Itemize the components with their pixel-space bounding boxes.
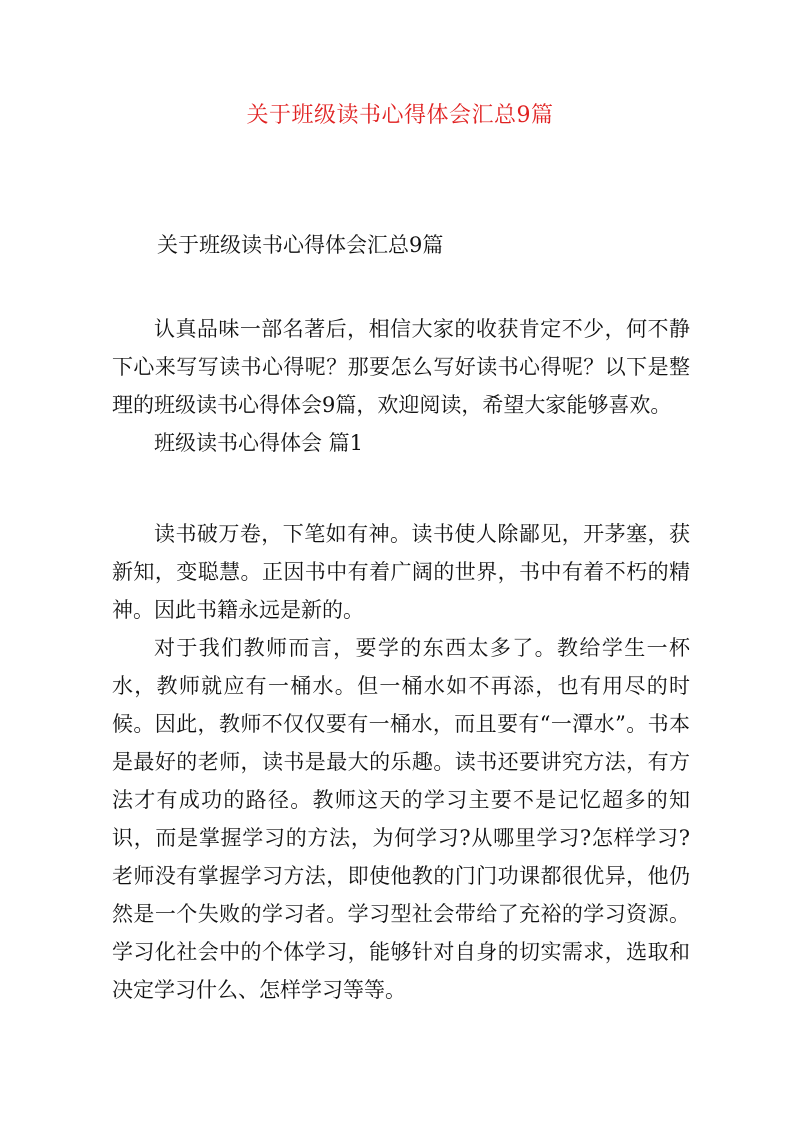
section-heading: 班级读书心得体会 篇1 <box>154 431 364 455</box>
body-paragraph-1: 读书破万卷，下笔如有神。读书使人除鄙见，开茅塞，获新知，变聪慧。正因书中有着广阔的世界，书中有着不朽的精神。因此书籍永远是新的。 <box>112 522 690 622</box>
document-subtitle: 关于班级读书心得体会汇总9篇 <box>157 233 444 257</box>
document-title: 关于班级读书心得体会汇总9篇 <box>246 103 554 128</box>
intro-block <box>112 310 690 462</box>
body-paragraph-2: 对于我们教师而言，要学的东西太多了。教给学生一杯水，教师就应有一桶水。但一桶水如不再添，也有用尽的时候。因此，教师不仅仅要有一桶水，而且要有“一潭水”。书本是最好的老师，读书是最大的乐趣。读书还要讲究方法，有方法才有成功的路径。教师这天的学习主要不是记忆超多的知识，而是掌握学习的方法，为何学习?从哪里学习?怎样学习?老师没有掌握学习方法，即使他教的门门功课都很优异，他仍然是一个失败的学习者。学习型社会带给了充裕的学习资源。学习化社会中的个体学习，能够针对自身的切实需求，选取和决定学习什么、怎样学习等等。 <box>112 636 690 1002</box>
intro-paragraph: 认真品味一部名著后，相信大家的收获肯定不少，何不静下心来写写读书心得呢？那要怎么写好读书心得呢？以下是整理的班级读书心得体会9篇，欢迎阅读，希望大家能够喜欢。 <box>112 317 690 417</box>
body-block <box>112 515 690 1009</box>
